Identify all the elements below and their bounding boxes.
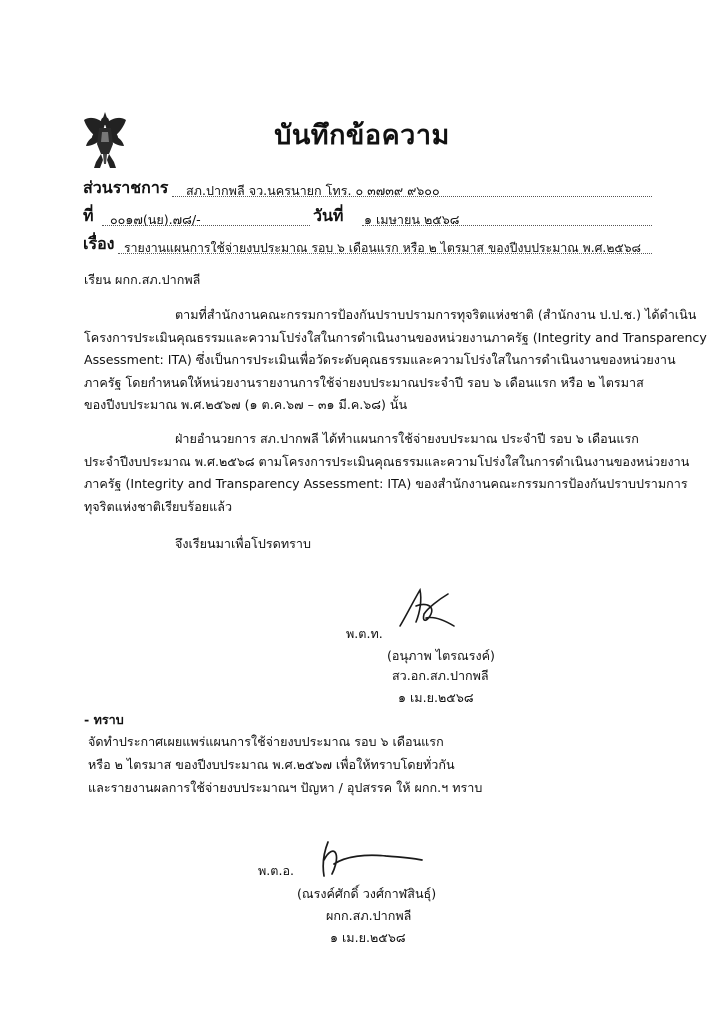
signer-2-rank: พ.ต.อ. bbox=[258, 863, 295, 878]
signer-2-position: ผกก.สภ.ปากพลี bbox=[326, 908, 412, 923]
paragraph-2-line: ภาครัฐ (Integrity and Transparency Assessment: ITA) ของสำนักงานคณะกรรมการป้องกันปราบปรามการ bbox=[84, 476, 688, 491]
subject-label: เรื่อง bbox=[83, 234, 115, 253]
paragraph-1-line: โครงการประเมินคุณธรรมและความโปร่งใสในการดำเนินงานของหน่วยงานภาครัฐ (Integrity and Transparency bbox=[84, 329, 707, 345]
signer-1-rank: พ.ต.ท. bbox=[346, 626, 383, 641]
closing-line: จึงเรียนมาเพื่อโปรดทราบ bbox=[175, 536, 311, 551]
order-line: และรายงานผลการใช้จ่ายงบประมาณฯ ปัญหา / อุปสรรค ให้ ผกก.ฯ ทราบ bbox=[88, 780, 483, 795]
paragraph-1 bbox=[84, 304, 707, 417]
paragraph-1-line: Assessment: ITA) ซึ่งเป็นการประเมินเพื่อวัดระดับคุณธรรมและความโปร่งใสในการดำเนินงานของหน่วยงาน bbox=[84, 352, 676, 367]
order-lines bbox=[88, 730, 482, 799]
agency-value: สภ.ปากพลี จว.นครนายก โทร. ๐ ๓๗๓๙ ๙๖๐๐ bbox=[186, 183, 440, 198]
signer-1-name: (อนุภาพ ไตรณรงค์) bbox=[387, 648, 495, 663]
paragraph-1-line: ของปีงบประมาณ พ.ศ.๒๕๖๗ (๑ ต.ค.๖๗ – ๓๑ มี.ค.๖๘) นั้น bbox=[84, 397, 408, 412]
memo-title: บันทึกข้อความ bbox=[274, 120, 450, 151]
signature-2-icon bbox=[316, 838, 426, 882]
signer-1-date: ๑ เม.ย.๒๕๖๘ bbox=[398, 690, 474, 705]
signature-1-icon bbox=[396, 586, 458, 632]
paragraph-2-line: ทุจริตแห่งชาติเรียบร้อยแล้ว bbox=[84, 498, 233, 514]
date-value: ๑ เมษายน ๒๕๖๘ bbox=[364, 212, 460, 227]
paragraph-1-line: ภาครัฐ โดยกำหนดให้หน่วยงานรายงานการใช้จ่ายงบประมาณประจำปี รอบ ๖ เดือนแรก หรือ ๒ ไตรมาส bbox=[84, 374, 644, 390]
agency-label: ส่วนราชการ bbox=[83, 178, 169, 197]
order-line: จัดทำประกาศเผยแพร่แผนการใช้จ่ายงบประมาณ รอบ ๖ เดือนแรก bbox=[88, 734, 444, 749]
signer-2-name: (ณรงค์ศักดิ์ วงศ์กาฬสินธุ์) bbox=[297, 886, 437, 901]
paragraph-1-line: ตามที่สำนักงานคณะกรรมการป้องกันปราบปรามการทุจริตแห่งชาติ (สำนักงาน ป.ป.ช.) ได้ดำเนิน bbox=[175, 307, 697, 322]
date-label: วันที่ bbox=[313, 206, 344, 225]
order-heading: - ทราบ bbox=[84, 712, 124, 727]
paragraph-2-line: ฝ่ายอำนวยการ สภ.ปากพลี ได้ทำแผนการใช้จ่ายงบประมาณ ประจำปี รอบ ๖ เดือนแรก bbox=[175, 431, 639, 446]
paragraph-2 bbox=[84, 428, 689, 518]
salutation: เรียน ผกก.สภ.ปากพลี bbox=[84, 272, 201, 287]
order-line: หรือ ๒ ไตรมาส ของปีงบประมาณ พ.ศ.๒๕๖๗ เพื่อให้ทราบโดยทั่วกัน bbox=[88, 757, 455, 772]
ref-value: ๐๐๑๗(นย).๗๘/- bbox=[110, 212, 201, 227]
signer-1-position: สว.อก.สภ.ปากพลี bbox=[392, 668, 489, 683]
signer-2-date: ๑ เม.ย.๒๕๖๘ bbox=[330, 930, 406, 945]
ref-label: ที่ bbox=[83, 206, 94, 225]
paragraph-2-line: ประจำปีงบประมาณ พ.ศ.๒๕๖๘ ตามโครงการประเมินคุณธรรมและความโปร่งใสในการดำเนินงานของหน่วยงาน bbox=[84, 453, 690, 469]
subject-value: รายงานแผนการใช้จ่ายงบประมาณ รอบ ๖ เดือนแรก หรือ ๒ ไตรมาส ของปีงบประมาณ พ.ศ.๒๕๖๘ bbox=[124, 241, 642, 255]
